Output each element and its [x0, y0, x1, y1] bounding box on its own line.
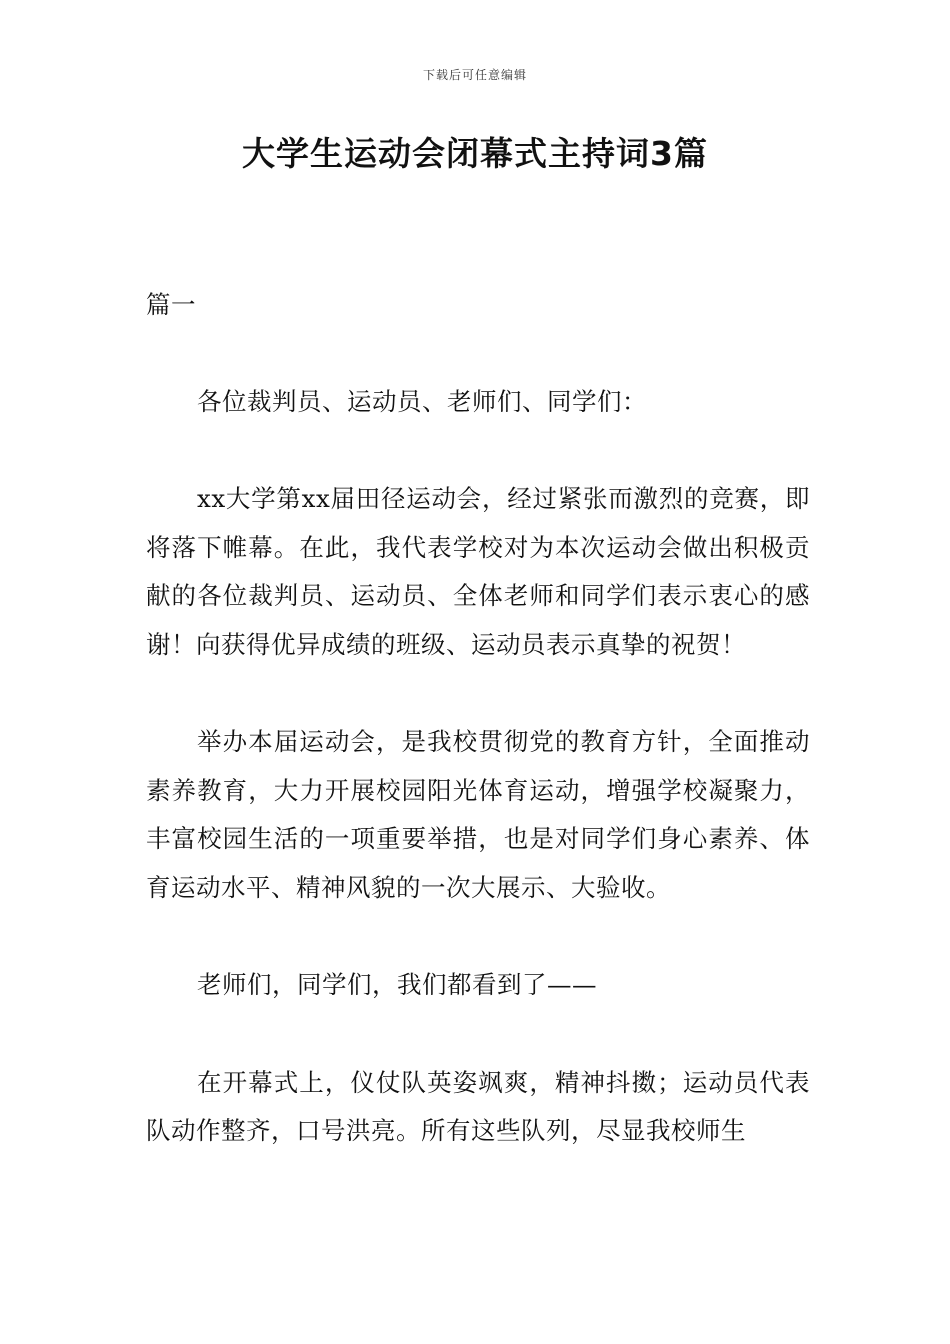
header-note: 下载后可任意编辑	[422, 68, 527, 82]
paragraph: 在开幕式上，仪仗队英姿飒爽，精神抖擞；运动员代表队动作整齐，口号洪亮。所有这些队列，尽显我校师生	[146, 1067, 810, 1145]
paragraph-salutation: 各位裁判员、运动员、老师们、同学们：	[197, 386, 647, 416]
document-body	[146, 281, 810, 1156]
document-title: 大学生运动会闭幕式主持词3篇	[242, 134, 708, 173]
paragraph: xx大学第xx届田径运动会，经过紧张而激烈的竞赛，即将落下帷幕。在此，我代表学校对为本次运动会做出积极贡献的各位裁判员、运动员、全体老师和同学们表示衷心的感谢！向获得优异成绩的班级、运动员表示真挚的祝贺！	[146, 484, 810, 659]
section-label: 篇一	[146, 290, 196, 319]
paragraph: 老师们，同学们，我们都看到了——	[197, 970, 597, 999]
paragraph: 举办本届运动会，是我校贯彻党的教育方针，全面推动素养教育，大力开展校园阳光体育运动，增强学校凝聚力，丰富校园生活的一项重要举措，也是对同学们身心素养、体育运动水平、精神风貌的一次大展示、大验收。	[146, 727, 810, 902]
